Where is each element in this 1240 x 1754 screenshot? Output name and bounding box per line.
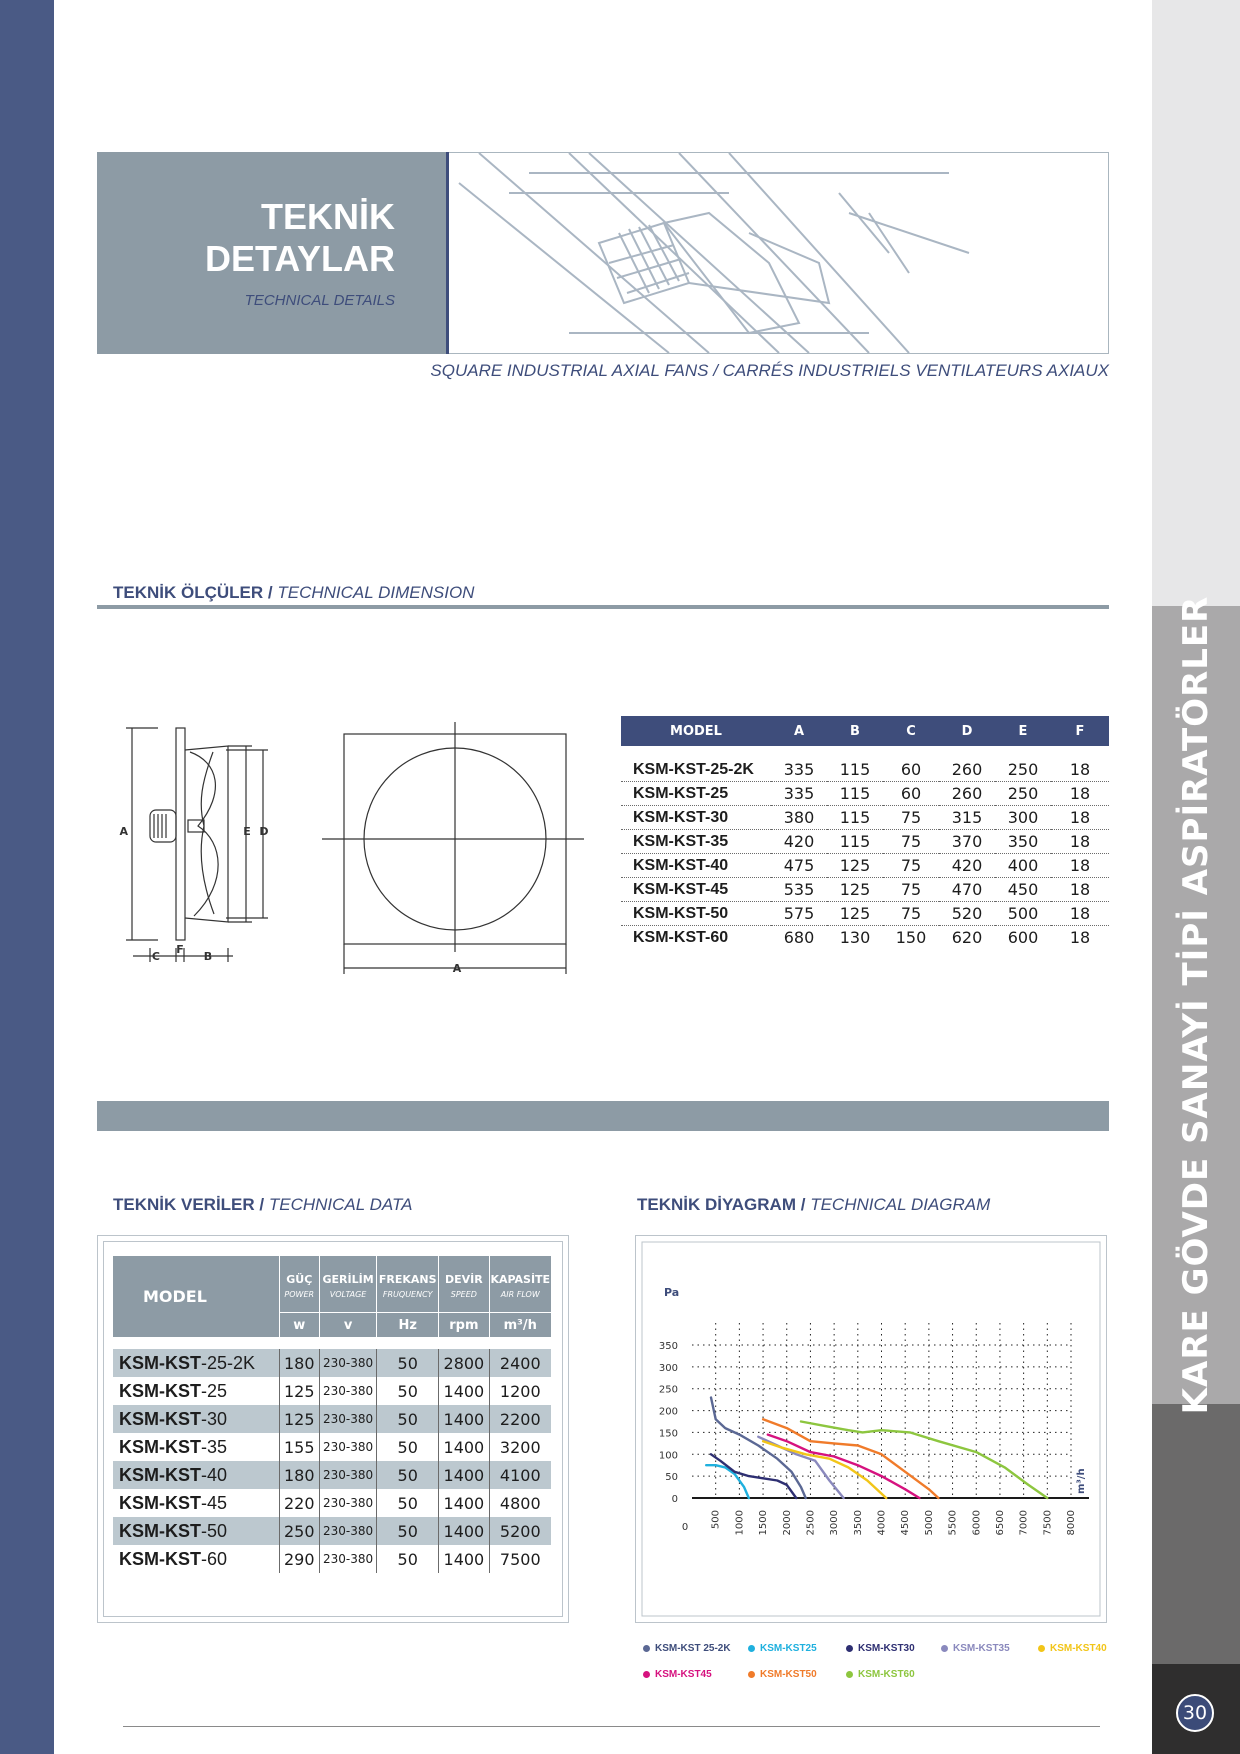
dim-label-a-side: A xyxy=(119,825,128,838)
dimension-value-cell: 500 xyxy=(995,902,1051,926)
dimension-row xyxy=(621,758,1109,782)
dimension-table-header xyxy=(621,716,1109,746)
legend-label: KSM-KST45 xyxy=(655,1669,712,1680)
chart-x-tick-label: 6000 xyxy=(971,1510,983,1536)
right-side-tab xyxy=(1152,0,1240,1754)
data-col-airflow: KAPASİTE AIR FLOW xyxy=(489,1256,551,1313)
dimension-row xyxy=(621,806,1109,830)
dimension-value-cell: 115 xyxy=(827,806,883,830)
chart-series-line xyxy=(711,1398,806,1499)
dim-label-f: F xyxy=(176,943,184,956)
chart-x-tick-label: 1500 xyxy=(758,1510,770,1536)
legend-item xyxy=(748,1669,817,1680)
dim-col-e: E xyxy=(995,716,1051,746)
dimension-row xyxy=(621,830,1109,854)
dimension-value-cell: 75 xyxy=(883,806,939,830)
hero-title-panel xyxy=(97,152,446,354)
data-col-power: GÜÇ POWER xyxy=(279,1256,319,1313)
chart-y-tick-label: 200 xyxy=(658,1406,678,1418)
legend-swatch xyxy=(846,1671,853,1678)
legend-swatch xyxy=(643,1671,650,1678)
dim-label-b: B xyxy=(203,950,213,963)
technical-data-value-cell: 230-380 xyxy=(319,1377,376,1405)
dimension-value-cell: 75 xyxy=(883,878,939,902)
dimension-value-cell: 60 xyxy=(883,758,939,782)
dimension-model-cell: KSM-KST-60 xyxy=(633,928,729,946)
left-color-bar xyxy=(0,0,54,1754)
data-col-voltage: GERİLİM VOLTAGE xyxy=(319,1256,376,1313)
chart-x-tick-label: 7000 xyxy=(1018,1510,1030,1536)
dimension-value-cell: 520 xyxy=(939,902,995,926)
dimension-value-cell: 75 xyxy=(883,830,939,854)
technical-data-value-cell: 125 xyxy=(279,1377,319,1405)
technical-data-value-cell: 1200 xyxy=(499,1381,541,1401)
technical-data-value-cell: 50 xyxy=(377,1433,439,1461)
dimension-value-cell: 260 xyxy=(939,758,995,782)
data-unit-speed: rpm xyxy=(439,1313,489,1338)
dimension-value-cell: 420 xyxy=(939,854,995,878)
dimension-value-cell: 18 xyxy=(1069,928,1091,947)
chart-x-tick-label: 6500 xyxy=(994,1510,1006,1536)
dimension-value-cell: 350 xyxy=(995,830,1051,854)
technical-data-value-cell: 50 xyxy=(377,1461,439,1489)
technical-data-value-cell: 180 xyxy=(279,1461,319,1489)
technical-data-value-cell: 230-380 xyxy=(319,1461,376,1489)
dimension-value-cell: 260 xyxy=(939,782,995,806)
dimension-value-cell: 125 xyxy=(827,854,883,878)
dimension-model-cell: KSM-KST-45 xyxy=(621,878,771,902)
dim-col-c: C xyxy=(883,716,939,746)
technical-data-value-cell: 250 xyxy=(279,1517,319,1545)
dimension-model-cell: KSM-KST-30 xyxy=(621,806,771,830)
chart-x-tick-label: 0 xyxy=(681,1522,689,1533)
chart-x-axis-title: m³/h xyxy=(1076,1468,1087,1494)
legend-label: KSM-KST30 xyxy=(858,1643,915,1654)
dimension-value-cell: 420 xyxy=(771,830,827,854)
legend-swatch xyxy=(941,1645,948,1652)
diagram-heading xyxy=(637,1195,990,1215)
dimension-value-cell: 475 xyxy=(771,854,827,878)
technical-data-value-cell: 230-380 xyxy=(319,1489,376,1517)
dimension-value-cell: 335 xyxy=(771,758,827,782)
technical-data-value-cell: 4800 xyxy=(499,1493,541,1513)
dimension-row xyxy=(621,926,1109,950)
technical-data-row xyxy=(113,1405,551,1433)
dimension-table xyxy=(621,716,1109,949)
dimension-value-cell: 18 xyxy=(1051,806,1109,830)
technical-data-heading-en: TECHNICAL DATA xyxy=(268,1195,413,1214)
chart-x-tick-label: 7500 xyxy=(1042,1510,1054,1536)
dimension-value-cell: 535 xyxy=(771,878,827,902)
dim-label-d: D xyxy=(259,825,269,838)
technical-data-value-cell: 230-380 xyxy=(319,1545,376,1573)
data-col-frequency: FREKANS FRUQUENCY xyxy=(377,1256,439,1313)
legend-item xyxy=(643,1643,731,1654)
technical-data-row xyxy=(113,1461,551,1489)
dimension-value-cell: 400 xyxy=(995,854,1051,878)
technical-data-value-cell: 230-380 xyxy=(319,1405,376,1433)
technical-data-value-cell: 5200 xyxy=(489,1517,551,1545)
chart-x-tick-label: 5500 xyxy=(947,1510,959,1536)
dimension-value-cell: 620 xyxy=(951,928,983,947)
dimension-model-cell: KSM-KST-25-2K xyxy=(621,758,771,782)
chart-y-tick-label: 150 xyxy=(658,1428,678,1440)
chart-x-tick-label: 4500 xyxy=(900,1510,912,1536)
technical-data-value-cell: 7500 xyxy=(499,1549,541,1569)
dimension-row xyxy=(621,878,1109,902)
technical-data-value-cell: 2400 xyxy=(489,1349,551,1377)
technical-data-value-cell: 1400 xyxy=(439,1461,489,1489)
product-subtitle: SQUARE INDUSTRIAL AXIAL FANS / CARRÉS INDUSTRIELS VENTILATEURS AXIAUX xyxy=(430,361,1109,380)
hero-fan-illustration xyxy=(449,152,1109,354)
legend-swatch xyxy=(846,1645,853,1652)
legend-item xyxy=(748,1643,817,1654)
footer-rule xyxy=(123,1726,1100,1727)
technical-data-value-cell: 230-380 xyxy=(319,1349,376,1377)
dimension-value-cell: 450 xyxy=(995,878,1051,902)
technical-data-value-cell: 230-380 xyxy=(319,1517,376,1545)
legend-swatch xyxy=(1038,1645,1045,1652)
dimension-value-cell: 115 xyxy=(827,782,883,806)
technical-data-value-cell: 4100 xyxy=(489,1461,551,1489)
dimension-value-cell: 680 xyxy=(783,928,815,947)
legend-item xyxy=(1038,1643,1107,1654)
data-unit-airflow: m³/h xyxy=(489,1313,551,1338)
legend-swatch xyxy=(748,1671,755,1678)
technical-data-value-cell: 1400 xyxy=(439,1405,489,1433)
dimension-value-cell: 380 xyxy=(771,806,827,830)
section-band xyxy=(97,1101,1109,1131)
diagram-heading-en: TECHNICAL DIAGRAM xyxy=(810,1195,991,1214)
dimension-value-cell: 250 xyxy=(995,758,1051,782)
side-tab-top-block xyxy=(1152,0,1240,606)
performance-chart xyxy=(636,1236,1108,1624)
dimension-value-cell: 18 xyxy=(1051,758,1109,782)
dim-col-b: B xyxy=(827,716,883,746)
technical-data-value-cell: 1400 xyxy=(439,1377,489,1405)
chart-y-tick-label: 250 xyxy=(658,1384,678,1396)
dim-col-f: F xyxy=(1051,716,1109,746)
section-rule xyxy=(97,605,1109,609)
technical-data-value-cell: 3200 xyxy=(499,1437,541,1457)
dimension-value-cell: 300 xyxy=(995,806,1051,830)
technical-data-model-cell: KSM-KST-50 xyxy=(113,1517,279,1545)
technical-data-heading-tr: TEKNİK VERİLER / xyxy=(113,1195,265,1214)
technical-data-value-cell: 125 xyxy=(279,1405,319,1433)
chart-series-line xyxy=(706,1465,749,1498)
dimension-value-cell: 250 xyxy=(995,782,1051,806)
dimension-row xyxy=(621,782,1109,806)
legend-item xyxy=(941,1643,1010,1654)
technical-data-value-cell: 50 xyxy=(377,1349,439,1377)
chart-y-tick-label: 300 xyxy=(658,1362,678,1374)
technical-data-table xyxy=(113,1256,551,1573)
technical-data-value-cell: 1400 xyxy=(439,1433,489,1461)
technical-data-row xyxy=(113,1349,551,1377)
chart-y-tick-label: 50 xyxy=(665,1472,678,1484)
chart-x-tick-label: 8000 xyxy=(1066,1510,1077,1536)
dim-label-e: E xyxy=(243,825,251,838)
technical-data-row xyxy=(113,1489,551,1517)
legend-label: KSM-KST25 xyxy=(760,1643,817,1654)
legend-item xyxy=(846,1669,915,1680)
chart-y-axis-title: Pa xyxy=(664,1286,680,1299)
technical-data-model-cell: KSM-KST-60 xyxy=(113,1545,279,1573)
legend-label: KSM-KST35 xyxy=(953,1643,1010,1654)
dimension-value-cell: 150 xyxy=(895,928,927,947)
dimension-drawings xyxy=(118,722,598,977)
technical-data-row xyxy=(113,1517,551,1545)
dim-col-a: A xyxy=(771,716,827,746)
chart-x-tick-label: 3000 xyxy=(829,1510,841,1536)
technical-data-value-cell: 50 xyxy=(377,1545,439,1573)
dimension-value-cell: 575 xyxy=(771,902,827,926)
technical-data-row xyxy=(113,1433,551,1461)
legend-label: KSM-KST50 xyxy=(760,1669,817,1680)
data-unit-frequency: Hz xyxy=(377,1313,439,1338)
technical-data-model-cell: KSM-KST-25 xyxy=(113,1377,279,1405)
chart-x-tick-label: 4000 xyxy=(876,1510,888,1536)
chart-y-tick-label: 100 xyxy=(658,1450,678,1462)
chart-x-tick-label: 3500 xyxy=(852,1510,864,1536)
legend-label: KSM-KST60 xyxy=(858,1669,915,1680)
technical-data-value-cell: 230-380 xyxy=(319,1433,376,1461)
technical-data-row xyxy=(113,1545,551,1573)
dimension-heading-en: TECHNICAL DIMENSION xyxy=(277,583,475,602)
dimension-value-cell: 470 xyxy=(939,878,995,902)
legend-swatch xyxy=(643,1645,650,1652)
dimension-value-cell: 18 xyxy=(1051,830,1109,854)
dimension-value-cell: 18 xyxy=(1051,854,1109,878)
diagram-frame xyxy=(635,1235,1107,1623)
data-col-speed: DEVİR SPEED xyxy=(439,1256,489,1313)
chart-x-tick-label: 2500 xyxy=(805,1510,817,1536)
dimension-value-cell: 130 xyxy=(839,928,871,947)
side-tab-title: KARE GÖVDE SANAYİ TİPİ ASPİRATÖRLER xyxy=(1176,595,1216,1415)
chart-x-tick-label: 2000 xyxy=(781,1510,793,1536)
technical-data-value-cell: 50 xyxy=(377,1517,439,1545)
technical-data-model-cell: KSM-KST-30 xyxy=(113,1405,279,1433)
dim-col-model: MODEL xyxy=(621,716,771,746)
chart-x-tick-label: 5000 xyxy=(923,1510,935,1536)
technical-data-value-cell: 50 xyxy=(377,1489,439,1517)
dimension-heading-tr: TEKNİK ÖLÇÜLER / xyxy=(113,583,273,602)
dimension-row xyxy=(621,854,1109,878)
technical-data-value-cell: 50 xyxy=(377,1405,439,1433)
technical-data-model-cell: KSM-KST-25-2K xyxy=(113,1349,279,1377)
dimension-value-cell: 18 xyxy=(1051,782,1109,806)
fan-line-art xyxy=(449,153,1109,354)
legend-label: KSM-KST40 xyxy=(1050,1643,1107,1654)
dim-label-c: C xyxy=(151,950,160,963)
technical-data-value-cell: 155 xyxy=(279,1433,319,1461)
dimension-value-cell: 600 xyxy=(1007,928,1039,947)
dimension-value-cell: 370 xyxy=(939,830,995,854)
technical-data-value-cell: 2800 xyxy=(439,1349,489,1377)
chart-y-tick-label: 350 xyxy=(658,1341,678,1352)
dimension-value-cell: 18 xyxy=(1051,878,1109,902)
technical-data-heading xyxy=(113,1195,412,1215)
technical-data-row xyxy=(113,1377,551,1405)
hero-title-line2: DETAYLAR xyxy=(204,238,395,279)
technical-data-value-cell: 290 xyxy=(279,1545,319,1573)
technical-data-model-cell: KSM-KST-45 xyxy=(113,1489,279,1517)
dimension-value-cell: 18 xyxy=(1051,902,1109,926)
dimension-row xyxy=(621,902,1109,926)
data-unit-voltage: v xyxy=(319,1313,376,1338)
technical-data-value-cell: 1400 xyxy=(439,1489,489,1517)
dimension-value-cell: 335 xyxy=(771,782,827,806)
legend-label: KSM-KST 25-2K xyxy=(655,1643,731,1654)
chart-inner-frame xyxy=(642,1242,1100,1616)
data-col-model: MODEL xyxy=(113,1256,279,1337)
page-number: 30 xyxy=(1176,1694,1214,1732)
side-tab-dark-block xyxy=(1152,1404,1240,1664)
hero-subtitle: TECHNICAL DETAILS xyxy=(244,292,395,309)
technical-data-value-cell: 50 xyxy=(377,1377,439,1405)
technical-data-model-cell: KSM-KST-35 xyxy=(113,1433,279,1461)
dimension-model-cell: KSM-KST-50 xyxy=(621,902,771,926)
dimension-value-cell: 75 xyxy=(883,854,939,878)
technical-data-model-cell: KSM-KST-40 xyxy=(113,1461,279,1489)
technical-data-value-cell: 2200 xyxy=(489,1405,551,1433)
dimension-heading xyxy=(113,583,474,603)
diagram-heading-tr: TEKNİK DİYAGRAM / xyxy=(637,1195,806,1214)
data-unit-power: w xyxy=(279,1313,319,1338)
dim-label-a-front: A xyxy=(452,962,462,975)
dimension-value-cell: 115 xyxy=(827,830,883,854)
legend-item xyxy=(643,1669,712,1680)
legend-item xyxy=(846,1643,915,1654)
dimension-value-cell: 115 xyxy=(827,758,883,782)
legend-swatch xyxy=(748,1645,755,1652)
chart-y-tick-label: 0 xyxy=(671,1494,678,1505)
chart-series-line xyxy=(711,1454,796,1498)
dimension-value-cell: 75 xyxy=(883,902,939,926)
chart-x-tick-label: 1000 xyxy=(734,1510,746,1536)
hero-title-line1: TEKNİK xyxy=(261,196,395,237)
dim-col-d: D xyxy=(939,716,995,746)
technical-data-value-cell: 1400 xyxy=(439,1545,489,1573)
dimension-model-cell: KSM-KST-35 xyxy=(621,830,771,854)
dimension-value-cell: 315 xyxy=(939,806,995,830)
dimension-model-cell: KSM-KST-40 xyxy=(621,854,771,878)
technical-data-value-cell: 180 xyxy=(279,1349,319,1377)
dimension-value-cell: 60 xyxy=(883,782,939,806)
dimension-value-cell: 125 xyxy=(827,902,883,926)
dimension-value-cell: 125 xyxy=(827,878,883,902)
chart-x-tick-label: 500 xyxy=(710,1510,722,1530)
technical-data-value-cell: 1400 xyxy=(439,1517,489,1545)
dimension-model-cell: KSM-KST-25 xyxy=(621,782,771,806)
technical-data-value-cell: 220 xyxy=(279,1489,319,1517)
